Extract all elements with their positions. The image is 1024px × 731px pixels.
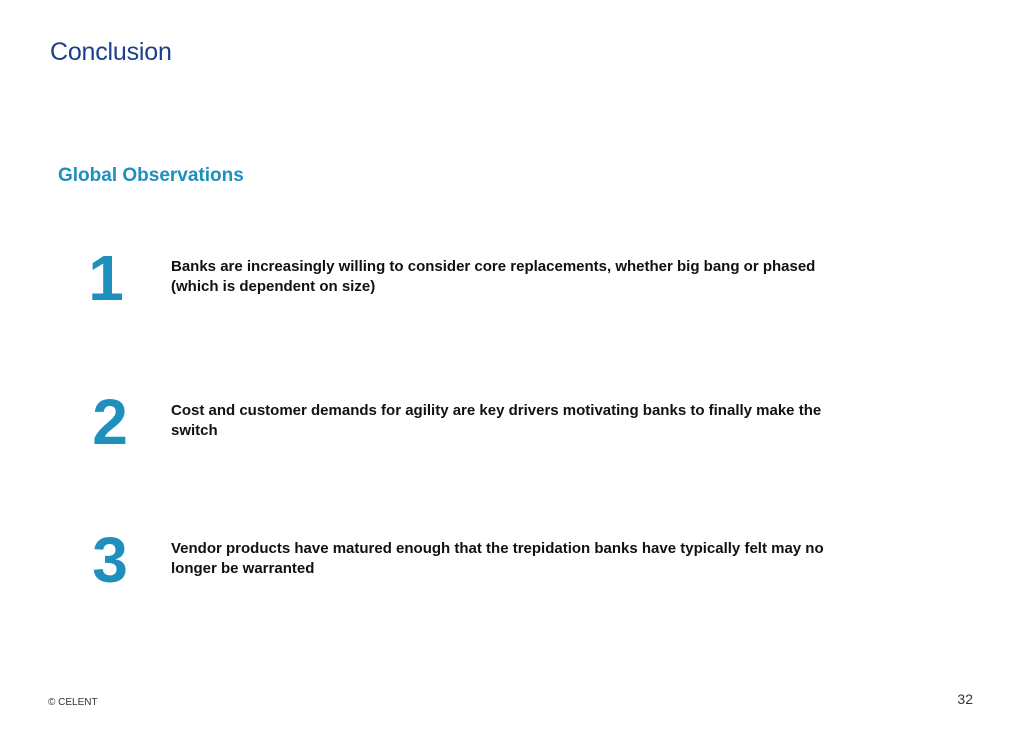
footer-copyright: © CELENT (48, 697, 98, 708)
observation-number: 3 (92, 524, 128, 596)
observation-text: Vendor products have matured enough that the trepidation banks have typically felt may no longer be warranted (171, 540, 824, 577)
observation-text: Cost and customer demands for agility are key drivers motivating banks to finally make the switch (171, 402, 822, 439)
observation-number: 1 (88, 242, 124, 314)
page-title: Conclusion (50, 38, 172, 66)
section-heading: Global Observations (58, 165, 244, 186)
page-number: 32 (957, 691, 973, 707)
observation-text: Banks are increasingly willing to consider core replacements, whether big bang or phased (which is dependent on size) (171, 258, 816, 295)
observation-number: 2 (92, 386, 128, 458)
